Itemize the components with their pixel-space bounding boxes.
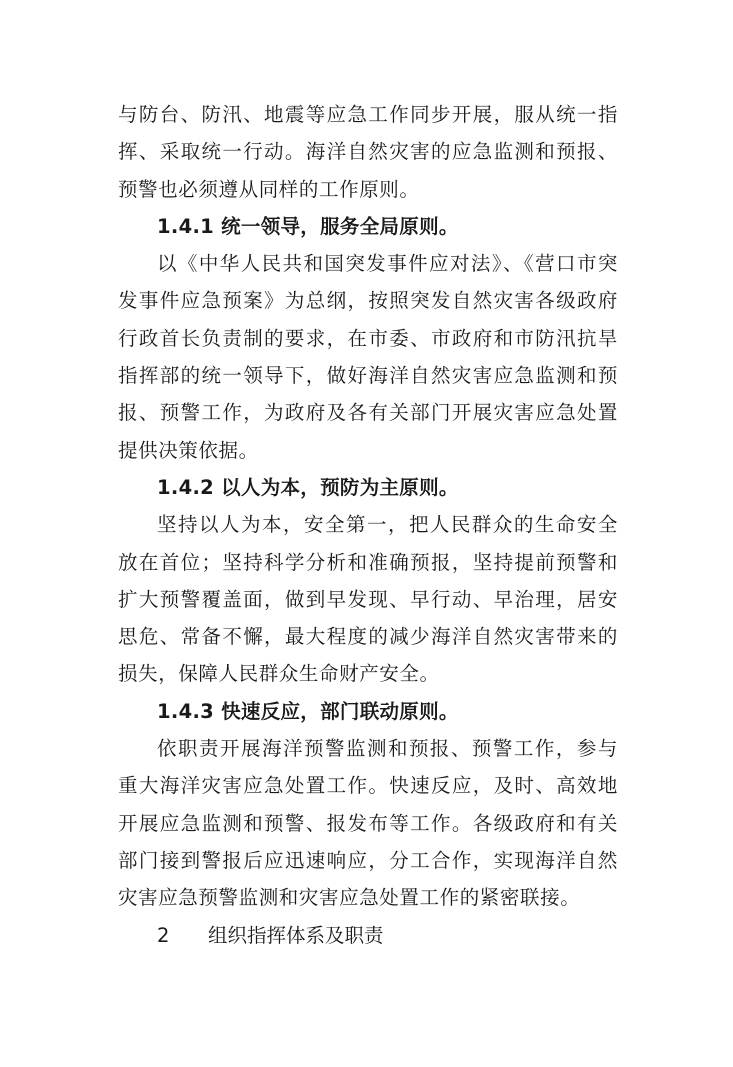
section-heading-1-4-2: 1.4.2 以人为本，预防为主原则。 [157,475,459,499]
chapter-title: 组织指挥体系及职责 [208,923,384,947]
document-body [118,96,618,954]
body-paragraph: 依职责开展海洋预警监测和预报、预警工作，参与重大海洋灾害应急处置工作。快速反应，及时、高效地开展应急监测和预警、报发布等工作。各级政府和有关部门接到警报后应迅速响应，分工合作，实现海洋自然灾害应急预警监测和灾害应急处置工作的紧密联接。 [118,737,618,910]
section-heading-1-4-3: 1.4.3 快速反应，部门联动原则。 [157,699,459,723]
body-paragraph: 以《中华人民共和国突发事件应对法》、《营口市突发事件应急预案》为总纲，按照突发自然灾害各级政府行政首长负责制的要求，在市委、市政府和市防汛抗旱指挥部的统一领导下，做好海洋自然灾害应急监测和预报、预警工作，为政府及各有关部门开展灾害应急处置提供决策依据。 [118,252,618,462]
chapter-heading [118,917,618,954]
body-paragraph: 坚持以人为本，安全第一，把人民群众的生命安全放在首位；坚持科学分析和准确预报，坚持提前预警和扩大预警覆盖面，做到早发现、早行动、早治理，居安思危、常备不懈，最大程度的减少海洋自然灾害带来的损失，保障人民群众生命财产安全。 [118,513,618,686]
continued-paragraph: 与防台、防汛、地震等应急工作同步开展，服从统一指挥、采取统一行动。海洋自然灾害的应急监测和预报、预警也必须遵从同样的工作原则。 [118,103,618,201]
section-heading-1-4-1: 1.4.1 统一领导，服务全局原则。 [157,214,459,238]
chapter-number: 2 [157,923,170,947]
